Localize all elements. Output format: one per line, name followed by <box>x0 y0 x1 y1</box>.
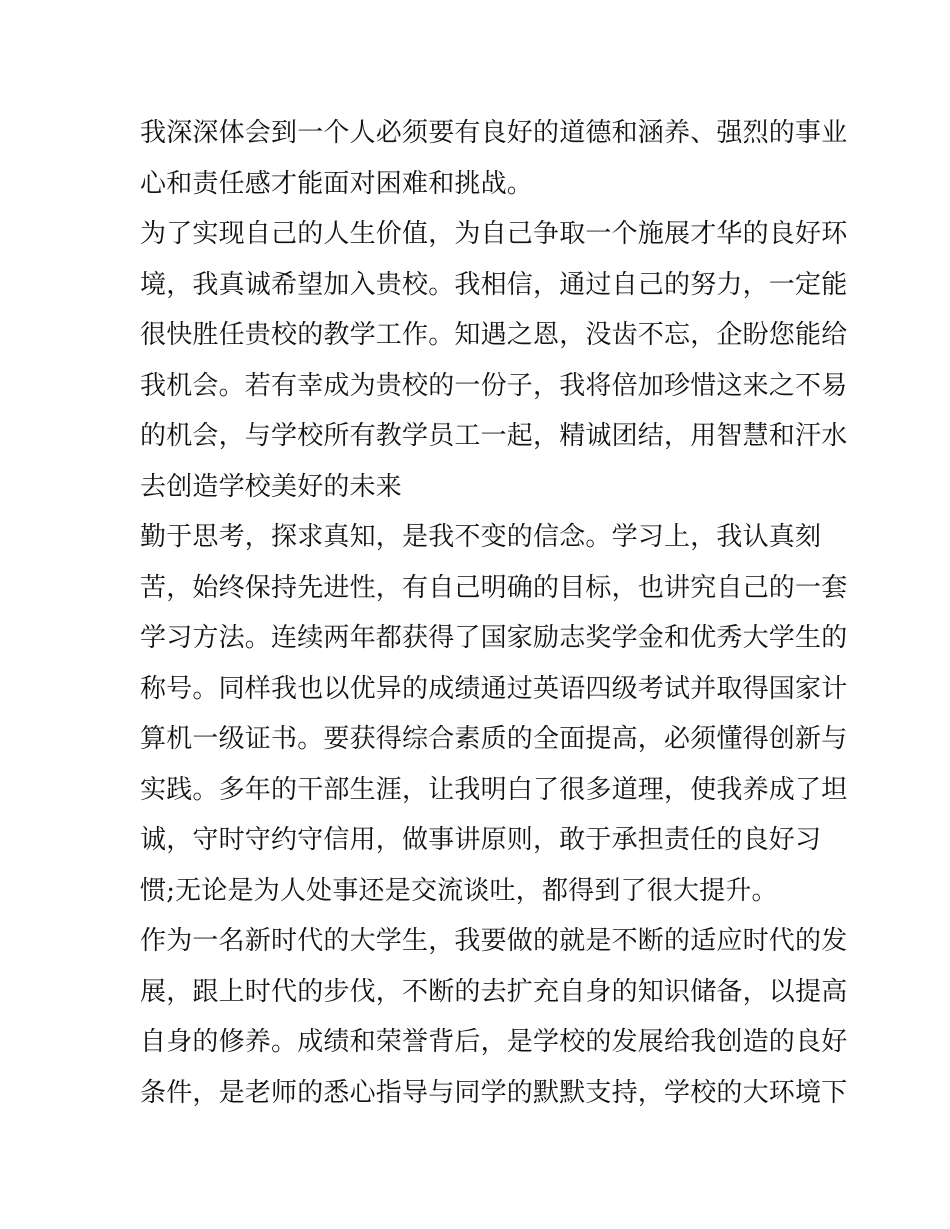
text-line: 学习方法。连续两年都获得了国家励志奖学金和优秀大学生的 <box>140 623 848 653</box>
text-line: 条件，是老师的悉心指导与同学的默默支持，学校的大环境下 <box>140 1077 848 1108</box>
text-line: 诚，守时守约守信用，做事讲原则，敢于承担责任的良好习 <box>140 825 822 855</box>
text-line: 自身的修养。成绩和荣誉背后，是学校的发展给我创造的良好 <box>140 1027 848 1057</box>
text-line: 很快胜任贵校的教学工作。知遇之恩，没齿不忘，企盼您能给 <box>140 320 848 350</box>
text-line: 境，我真诚希望加入贵校。我相信，通过自己的努力，一定能 <box>140 269 848 300</box>
text-line: 称号。同样我也以优异的成绩通过英语四级考试并取得国家计 <box>140 673 848 704</box>
text-line: 作为一名新时代的大学生，我要做的就是不断的适应时代的发 <box>140 926 848 956</box>
text-line: 苦，始终保持先进性，有自己明确的目标，也讲究自己的一套 <box>140 572 848 603</box>
text-line: 勤于思考，探求真知，是我不变的信念。学习上，我认真刻 <box>140 522 822 552</box>
text-line: 展，跟上时代的步伐，不断的去扩充自身的知识储备，以提高 <box>140 976 848 1007</box>
text-line: 我机会。若有幸成为贵校的一份子，我将倍加珍惜这来之不易 <box>140 370 848 401</box>
text-line: 惯;无论是为人处事还是交流谈吐，都得到了很大提升。 <box>140 875 778 906</box>
text-line: 算机一级证书。要获得综合素质的全面提高，必须懂得创新与 <box>140 724 848 754</box>
text-line: 实践。多年的干部生涯，让我明白了很多道理，使我养成了坦 <box>140 774 848 805</box>
text-line: 的机会，与学校所有教学员工一起，精诚团结，用智慧和汗水 <box>140 421 848 451</box>
text-line: 我深深体会到一个人必须要有良好的道德和涵养、强烈的事业 <box>140 118 848 148</box>
text-line: 去创造学校美好的未来 <box>140 471 403 502</box>
text-line: 心和责任感才能面对困难和挑战。 <box>140 168 534 199</box>
body-text <box>140 108 848 1118</box>
text-line: 为了实现自己的人生价值，为自己争取一个施展才华的良好环 <box>140 219 848 249</box>
